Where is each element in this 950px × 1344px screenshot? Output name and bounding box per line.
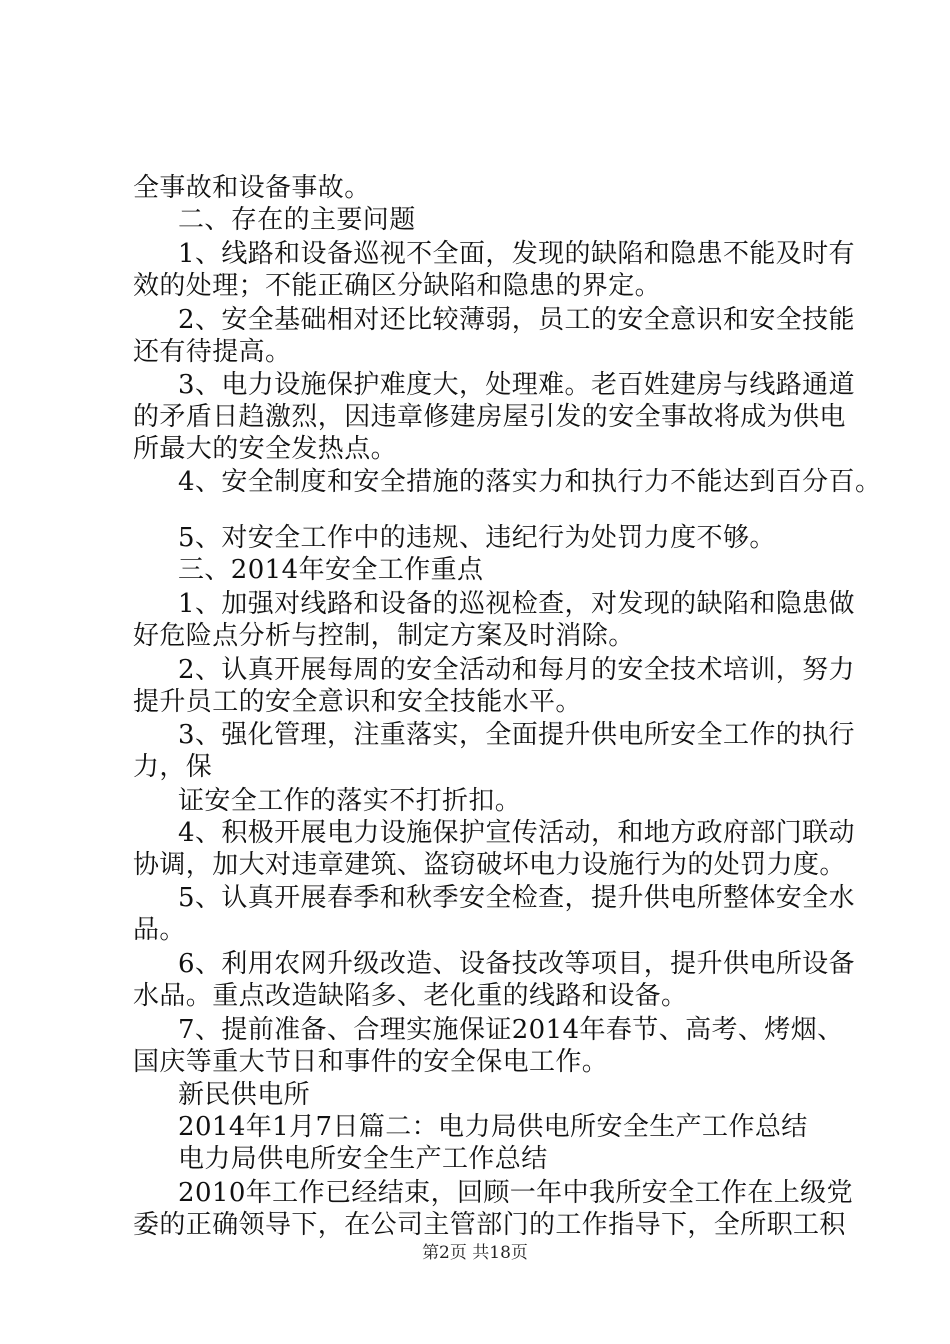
text-line: 3、电力设施保护难度大，处理难。老百姓建房与线路通道 (178, 370, 855, 400)
page-number-footer: 第2页 共18页 (422, 1243, 528, 1263)
text-line: 所最大的安全发热点。 (133, 434, 398, 464)
text-line: 提升员工的安全意识和安全技能水平。 (133, 687, 582, 717)
text-line: 4、积极开展电力设施保护宣传活动，和地方政府部门联动 (178, 818, 855, 848)
text-line: 5、认真开展春季和秋季安全检查，提升供电所整体安全水 (178, 883, 855, 913)
text-line: 还有待提高。 (133, 337, 292, 367)
text-line: 全事故和设备事故。 (133, 173, 371, 203)
text-line: 2、认真开展每周的安全活动和每月的安全技术培训，努力 (178, 655, 855, 685)
section-heading: 二、存在的主要问题 (178, 205, 416, 235)
text-line: 协调，加大对违章建筑、盗窃破坏电力设施行为的处罚力度。 (133, 850, 846, 880)
text-line: 国庆等重大节日和事件的安全保电工作。 (133, 1047, 609, 1077)
signature-org: 新民供电所 (178, 1080, 311, 1110)
text-line: 好危险点分析与控制，制定方案及时消除。 (133, 621, 635, 651)
section-heading: 三、2014年安全工作重点 (178, 555, 484, 585)
article-title: 电力局供电所安全生产工作总结 (178, 1144, 548, 1174)
text-line: 效的处理；不能正确区分缺陷和隐患的界定。 (133, 271, 662, 301)
text-line: 1、线路和设备巡视不全面，发现的缺陷和隐患不能及时有 (178, 239, 855, 269)
text-line: 力，保 (133, 752, 213, 782)
text-line: 7、提前准备、合理实施保证2014年春节、高考、烤烟、 (178, 1015, 844, 1045)
text-line: 1、加强对线路和设备的巡视检查，对发现的缺陷和隐患做 (178, 589, 855, 619)
text-line: 品。 (133, 915, 186, 945)
text-line: 水品。重点改造缺陷多、老化重的线路和设备。 (133, 981, 688, 1011)
text-line: 5、对安全工作中的违规、违纪行为处罚力度不够。 (178, 523, 776, 553)
text-line: 证安全工作的落实不打折扣。 (178, 786, 522, 816)
text-line: 6、利用农网升级改造、设备技改等项目，提升供电所设备 (178, 949, 855, 979)
date-and-title: 2014年1月7日篇二：电力局供电所安全生产工作总结 (178, 1112, 808, 1142)
text-line: 2、安全基础相对还比较薄弱，员工的安全意识和安全技能 (178, 305, 855, 335)
text-line: 2010年工作已经结束，回顾一年中我所安全工作在上级党 (178, 1178, 853, 1208)
text-line: 的矛盾日趋激烈，因违章修建房屋引发的安全事故将成为供电 (133, 402, 846, 432)
text-line: 4、安全制度和安全措施的落实力和执行力不能达到百分百。 (178, 467, 882, 497)
text-line: 3、强化管理，注重落实，全面提升供电所安全工作的执行 (178, 720, 855, 750)
text-line: 委的正确领导下，在公司主管部门的工作指导下，全所职工积 (133, 1210, 846, 1240)
